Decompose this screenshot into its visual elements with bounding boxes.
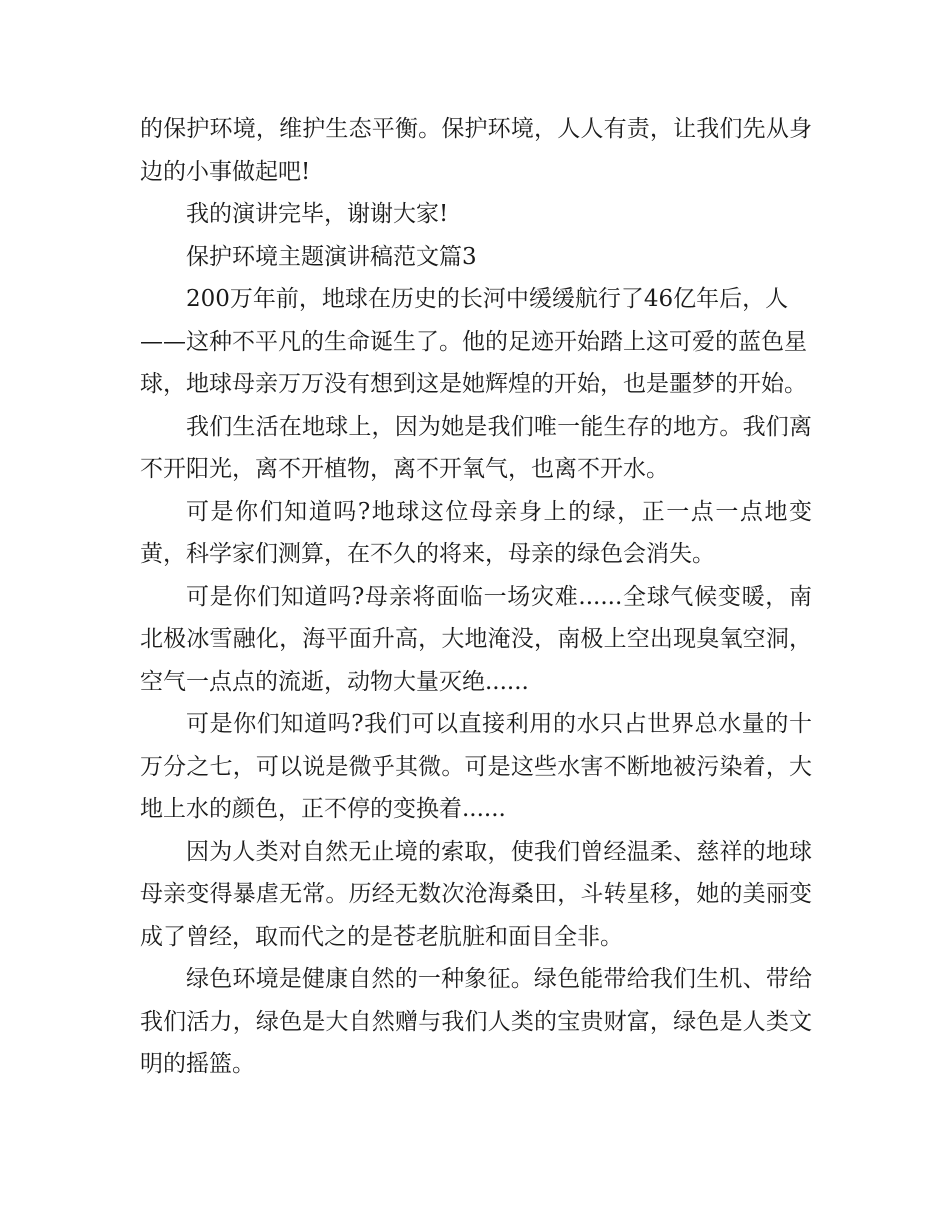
paragraph: 因为人类对自然无止境的索取，使我们曾经温柔、慈祥的地球母亲变得暴虐无常。历经无数次沧海桑田，斗转星移，她的美丽变成了曾经，取而代之的是苍老肮脏和面目全非。	[140, 838, 812, 950]
document-page	[140, 108, 812, 1086]
paragraph: 可是你们知道吗?我们可以直接利用的水只占世界总水量的十万分之七，可以说是微乎其微。可是这些水害不断地被污染着，大地上水的颜色，正不停的变换着......	[140, 711, 812, 822]
paragraph: 绿色环境是健康自然的一种象征。绿色能带给我们生机、带给我们活力，绿色是大自然赠与我们人类的宝贵财富，绿色是人类文明的摇篮。	[140, 966, 812, 1077]
paragraph-closing: 我的演讲完毕，谢谢大家!	[186, 201, 449, 227]
paragraph: 200万年前，地球在历史的长河中缓缓航行了46亿年后，人——这种不平凡的生命诞生了。他的足迹开始踏上这可爱的蓝色星球，地球母亲万万没有想到这是她辉煌的开始，也是噩梦的开始。	[140, 286, 807, 397]
paragraph: 可是你们知道吗?母亲将面临一场灾难......全球气候变暖，南北极冰雪融化，海平面升高，大地淹没，南极上空出现臭氧空洞，空气一点点的流逝，动物大量灭绝......	[140, 583, 812, 695]
section-heading: 保护环境主题演讲稿范文篇3	[186, 243, 477, 270]
paragraph: 我们生活在地球上，因为她是我们唯一能生存的地方。我们离不开阳光，离不开植物，离不开氧气，也离不开水。	[140, 413, 812, 482]
paragraph: 可是你们知道吗?地球这位母亲身上的绿，正一点一点地变黄，科学家们测算，在不久的将来，母亲的绿色会消失。	[140, 498, 812, 567]
paragraph-continued: 的保护环境，维护生态平衡。保护环境，人人有责，让我们先从身边的小事做起吧!	[140, 116, 812, 185]
